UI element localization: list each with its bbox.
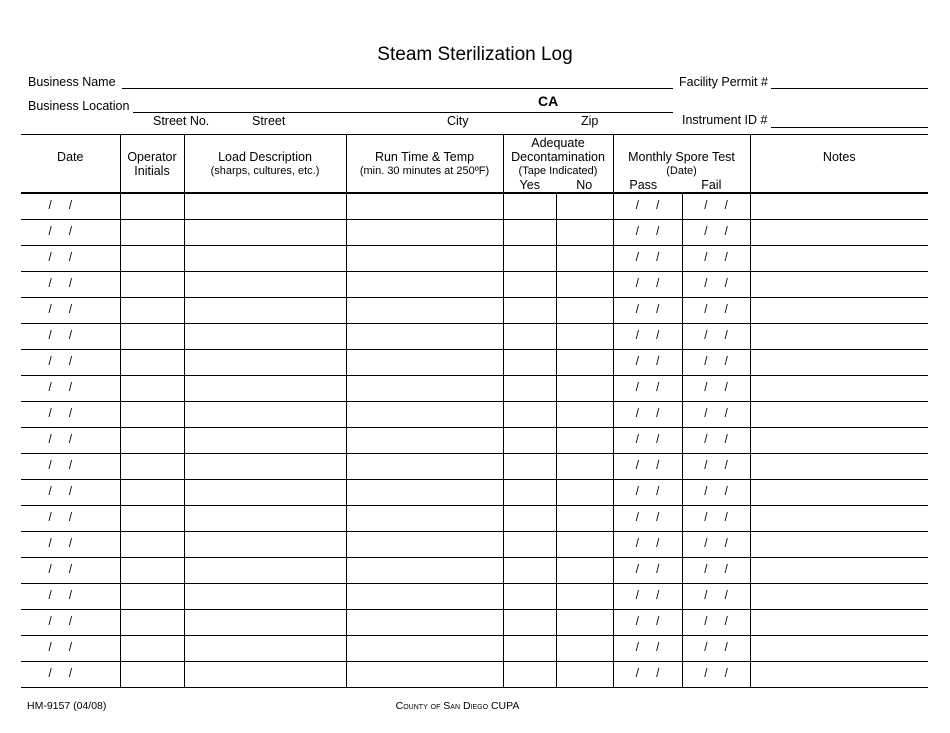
spore-fail-cell[interactable] <box>682 531 750 557</box>
spore-pass-cell[interactable] <box>613 453 682 479</box>
notes-cell[interactable] <box>750 245 928 271</box>
run-time-cell[interactable] <box>346 323 503 349</box>
load-description-cell[interactable] <box>184 271 346 297</box>
date-cell[interactable] <box>21 583 120 609</box>
notes-cell[interactable] <box>750 531 928 557</box>
decon-no-cell[interactable] <box>556 245 613 271</box>
date-placeholder: / / <box>635 564 660 576</box>
load-description-cell[interactable] <box>184 349 346 375</box>
spore-fail-cell[interactable] <box>682 401 750 427</box>
decon-yes-cell[interactable] <box>503 427 556 453</box>
date-placeholder: / / <box>704 616 728 628</box>
decon-no-cell[interactable] <box>556 479 613 505</box>
table-row <box>21 193 928 219</box>
date-placeholder: / / <box>704 330 728 342</box>
operator-cell[interactable] <box>120 193 184 219</box>
run-time-cell[interactable] <box>346 479 503 505</box>
notes-cell[interactable] <box>750 557 928 583</box>
date-placeholder: / / <box>48 616 73 628</box>
run-time-cell[interactable] <box>346 349 503 375</box>
table-row <box>21 427 928 453</box>
spore-fail-cell[interactable] <box>682 297 750 323</box>
decon-yes-cell[interactable] <box>503 193 556 219</box>
operator-cell[interactable] <box>120 349 184 375</box>
spore-pass-cell[interactable] <box>613 349 682 375</box>
decon-yes-cell[interactable] <box>503 661 556 687</box>
spore-test-header: Monthly Spore Test (Date) Pass Fail <box>613 135 750 194</box>
run-time-cell[interactable] <box>346 505 503 531</box>
spore-fail-cell[interactable] <box>682 583 750 609</box>
date-cell[interactable] <box>21 661 120 687</box>
date-placeholder: / / <box>635 304 660 316</box>
load-description-cell[interactable] <box>184 479 346 505</box>
load-description-cell[interactable] <box>184 427 346 453</box>
date-placeholder: / / <box>704 538 728 550</box>
table-row <box>21 635 928 661</box>
spore-pass-cell[interactable] <box>613 219 682 245</box>
decon-yes-cell[interactable] <box>503 401 556 427</box>
decon-yes-cell[interactable] <box>503 557 556 583</box>
run-time-cell[interactable] <box>346 609 503 635</box>
notes-cell[interactable] <box>750 401 928 427</box>
operator-cell[interactable] <box>120 245 184 271</box>
date-placeholder: / / <box>48 486 73 498</box>
date-cell[interactable] <box>21 401 120 427</box>
date-cell[interactable] <box>21 505 120 531</box>
date-placeholder: / / <box>704 642 728 654</box>
operator-cell[interactable] <box>120 401 184 427</box>
spore-pass-cell[interactable] <box>613 401 682 427</box>
load-description-cell[interactable] <box>184 219 346 245</box>
operator-header: Operator Initials <box>120 135 184 194</box>
date-placeholder: / / <box>48 278 73 290</box>
notes-cell[interactable] <box>750 505 928 531</box>
notes-cell[interactable] <box>750 635 928 661</box>
spore-fail-cell[interactable] <box>682 375 750 401</box>
operator-cell[interactable] <box>120 219 184 245</box>
date-cell[interactable] <box>21 609 120 635</box>
date-placeholder: / / <box>704 460 728 472</box>
facility-permit-field[interactable] <box>771 88 928 89</box>
date-placeholder: / / <box>704 434 728 446</box>
notes-cell[interactable] <box>750 453 928 479</box>
decon-no-cell[interactable] <box>556 297 613 323</box>
operator-cell[interactable] <box>120 505 184 531</box>
table-row <box>21 401 928 427</box>
sterilization-log-table <box>21 134 928 688</box>
date-placeholder: / / <box>635 460 660 472</box>
spore-pass-cell[interactable] <box>613 583 682 609</box>
spore-fail-cell[interactable] <box>682 427 750 453</box>
date-placeholder: / / <box>48 642 73 654</box>
date-cell[interactable] <box>21 557 120 583</box>
decon-no-label: No <box>576 178 593 192</box>
operator-cell[interactable] <box>120 635 184 661</box>
notes-cell[interactable] <box>750 323 928 349</box>
notes-cell[interactable] <box>750 661 928 687</box>
run-time-cell[interactable] <box>346 453 503 479</box>
notes-cell[interactable] <box>750 271 928 297</box>
date-placeholder: / / <box>48 668 73 680</box>
table-row <box>21 583 928 609</box>
date-placeholder: / / <box>635 616 660 628</box>
date-placeholder: / / <box>635 226 660 238</box>
business-location-field[interactable] <box>133 112 673 113</box>
operator-cell[interactable] <box>120 297 184 323</box>
date-placeholder: / / <box>704 304 728 316</box>
table-row <box>21 531 928 557</box>
load-description-cell[interactable] <box>184 635 346 661</box>
date-placeholder: / / <box>704 200 728 213</box>
date-placeholder: / / <box>704 226 728 238</box>
decon-no-cell[interactable] <box>556 427 613 453</box>
spore-pass-cell[interactable] <box>613 505 682 531</box>
spore-pass-cell[interactable] <box>613 557 682 583</box>
state-value: CA <box>538 93 559 109</box>
load-description-cell[interactable] <box>184 557 346 583</box>
run-time-cell[interactable] <box>346 219 503 245</box>
date-cell[interactable] <box>21 193 120 219</box>
spore-fail-cell[interactable] <box>682 557 750 583</box>
operator-cell[interactable] <box>120 271 184 297</box>
date-placeholder: / / <box>48 460 73 472</box>
agency-name: County of San Diego CUPA <box>395 700 520 712</box>
table-row <box>21 323 928 349</box>
run-time-cell[interactable] <box>346 193 503 219</box>
date-cell[interactable] <box>21 245 120 271</box>
spore-fail-cell[interactable] <box>682 635 750 661</box>
notes-cell[interactable] <box>750 583 928 609</box>
table-row <box>21 375 928 401</box>
operator-cell[interactable] <box>120 427 184 453</box>
decon-no-cell[interactable] <box>556 349 613 375</box>
decon-no-cell[interactable] <box>556 609 613 635</box>
spore-fail-cell[interactable] <box>682 505 750 531</box>
decon-yes-cell[interactable] <box>503 583 556 609</box>
spore-pass-cell[interactable] <box>613 661 682 687</box>
load-description-cell[interactable] <box>184 245 346 271</box>
run-time-cell[interactable] <box>346 583 503 609</box>
date-placeholder: / / <box>635 486 660 498</box>
decontamination-header: Adequate Decontamination (Tape Indicated) Yes No <box>503 135 613 194</box>
spore-pass-cell[interactable] <box>613 609 682 635</box>
date-placeholder: / / <box>48 434 73 446</box>
decon-no-cell[interactable] <box>556 505 613 531</box>
spore-fail-cell[interactable] <box>682 349 750 375</box>
date-placeholder: / / <box>635 356 660 368</box>
table-row <box>21 297 928 323</box>
date-placeholder: / / <box>48 512 73 524</box>
load-description-cell[interactable] <box>184 505 346 531</box>
date-placeholder: / / <box>635 434 660 446</box>
spore-fail-cell[interactable] <box>682 453 750 479</box>
date-cell[interactable] <box>21 219 120 245</box>
load-description-cell[interactable] <box>184 609 346 635</box>
date-placeholder: / / <box>635 252 660 264</box>
load-description-cell[interactable] <box>184 661 346 687</box>
business-name-field[interactable] <box>122 88 673 89</box>
date-placeholder: / / <box>635 590 660 602</box>
table-row <box>21 557 928 583</box>
date-placeholder: / / <box>704 356 728 368</box>
decon-yes-cell[interactable] <box>503 375 556 401</box>
operator-cell[interactable] <box>120 661 184 687</box>
date-placeholder: / / <box>48 200 73 213</box>
date-placeholder: / / <box>635 408 660 420</box>
notes-cell[interactable] <box>750 297 928 323</box>
date-cell[interactable] <box>21 323 120 349</box>
operator-cell[interactable] <box>120 453 184 479</box>
date-placeholder: / / <box>48 382 73 394</box>
run-time-cell[interactable] <box>346 661 503 687</box>
load-description-cell[interactable] <box>184 193 346 219</box>
date-placeholder: / / <box>704 512 728 524</box>
decon-no-cell[interactable] <box>556 375 613 401</box>
table-row <box>21 245 928 271</box>
decon-yes-cell[interactable] <box>503 505 556 531</box>
decon-no-cell[interactable] <box>556 531 613 557</box>
spore-pass-cell[interactable] <box>613 323 682 349</box>
spore-pass-cell[interactable] <box>613 531 682 557</box>
run-time-cell[interactable] <box>346 375 503 401</box>
street-label: Street <box>252 114 286 128</box>
run-time-cell[interactable] <box>346 271 503 297</box>
table-row <box>21 609 928 635</box>
page-title: Steam Sterilization Log <box>377 44 573 65</box>
run-time-cell[interactable] <box>346 557 503 583</box>
date-placeholder: / / <box>704 252 728 264</box>
notes-header: Notes <box>750 135 928 194</box>
decon-yes-cell[interactable] <box>503 349 556 375</box>
date-header: Date <box>21 135 120 194</box>
date-placeholder: / / <box>635 278 660 290</box>
load-description-cell[interactable] <box>184 583 346 609</box>
city-label: City <box>447 114 469 128</box>
date-placeholder: / / <box>704 382 728 394</box>
spore-fail-cell[interactable] <box>682 245 750 271</box>
date-placeholder: / / <box>48 564 73 576</box>
load-description-cell[interactable] <box>184 323 346 349</box>
operator-cell[interactable] <box>120 609 184 635</box>
notes-cell[interactable] <box>750 609 928 635</box>
run-time-header: Run Time & Temp (min. 30 minutes at 250ºF) <box>346 135 503 194</box>
spore-fail-cell[interactable] <box>682 219 750 245</box>
spore-fail-cell[interactable] <box>682 479 750 505</box>
date-cell[interactable] <box>21 375 120 401</box>
spore-fail-cell[interactable] <box>682 193 750 219</box>
decon-no-cell[interactable] <box>556 193 613 219</box>
date-placeholder: / / <box>635 538 660 550</box>
decon-yes-cell[interactable] <box>503 297 556 323</box>
run-time-cell[interactable] <box>346 297 503 323</box>
notes-cell[interactable] <box>750 193 928 219</box>
date-placeholder: / / <box>704 590 728 602</box>
decon-yes-cell[interactable] <box>503 271 556 297</box>
business-name-label: Business Name <box>28 75 116 89</box>
date-placeholder: / / <box>48 330 73 342</box>
notes-cell[interactable] <box>750 349 928 375</box>
spore-pass-cell[interactable] <box>613 479 682 505</box>
decon-yes-cell[interactable] <box>503 245 556 271</box>
date-placeholder: / / <box>48 252 73 264</box>
date-placeholder: / / <box>48 538 73 550</box>
notes-cell[interactable] <box>750 219 928 245</box>
decon-no-cell[interactable] <box>556 557 613 583</box>
operator-cell[interactable] <box>120 557 184 583</box>
load-description-cell[interactable] <box>184 297 346 323</box>
operator-cell[interactable] <box>120 583 184 609</box>
date-placeholder: / / <box>635 382 660 394</box>
operator-cell[interactable] <box>120 531 184 557</box>
spore-fail-cell[interactable] <box>682 323 750 349</box>
date-cell[interactable] <box>21 427 120 453</box>
date-cell[interactable] <box>21 635 120 661</box>
date-placeholder: / / <box>704 408 728 420</box>
spore-fail-cell[interactable] <box>682 271 750 297</box>
decon-yes-cell[interactable] <box>503 453 556 479</box>
table-row <box>21 505 928 531</box>
spore-pass-cell[interactable] <box>613 635 682 661</box>
table-row <box>21 479 928 505</box>
decon-yes-cell[interactable] <box>503 219 556 245</box>
decon-no-cell[interactable] <box>556 219 613 245</box>
run-time-cell[interactable] <box>346 635 503 661</box>
spore-pass-cell[interactable] <box>613 375 682 401</box>
date-cell[interactable] <box>21 531 120 557</box>
decon-yes-cell[interactable] <box>503 609 556 635</box>
load-description-cell[interactable] <box>184 531 346 557</box>
instrument-id-label: Instrument ID # <box>682 113 768 127</box>
decon-no-cell[interactable] <box>556 635 613 661</box>
decon-yes-cell[interactable] <box>503 323 556 349</box>
run-time-cell[interactable] <box>346 531 503 557</box>
zip-label: Zip <box>581 114 599 128</box>
decon-no-cell[interactable] <box>556 453 613 479</box>
decon-yes-cell[interactable] <box>503 479 556 505</box>
spore-pass-cell[interactable] <box>613 193 682 219</box>
date-placeholder: / / <box>48 226 73 238</box>
load-description-header: Load Description (sharps, cultures, etc.) <box>184 135 346 194</box>
date-placeholder: / / <box>704 486 728 498</box>
operator-cell[interactable] <box>120 323 184 349</box>
load-description-cell[interactable] <box>184 375 346 401</box>
instrument-id-field[interactable] <box>771 127 928 128</box>
date-placeholder: / / <box>704 668 728 680</box>
date-placeholder: / / <box>635 200 660 213</box>
date-cell[interactable] <box>21 479 120 505</box>
facility-permit-label: Facility Permit # <box>679 75 768 89</box>
table-row <box>21 661 928 687</box>
operator-cell[interactable] <box>120 375 184 401</box>
table-row <box>21 271 928 297</box>
run-time-cell[interactable] <box>346 401 503 427</box>
date-placeholder: / / <box>704 564 728 576</box>
spore-pass-cell[interactable] <box>613 427 682 453</box>
date-placeholder: / / <box>635 668 660 680</box>
decon-no-cell[interactable] <box>556 661 613 687</box>
spore-pass-cell[interactable] <box>613 271 682 297</box>
spore-fail-cell[interactable] <box>682 661 750 687</box>
table-row <box>21 453 928 479</box>
notes-cell[interactable] <box>750 427 928 453</box>
decon-yes-cell[interactable] <box>503 635 556 661</box>
operator-cell[interactable] <box>120 479 184 505</box>
date-cell[interactable] <box>21 453 120 479</box>
table-row <box>21 349 928 375</box>
date-placeholder: / / <box>48 356 73 368</box>
notes-cell[interactable] <box>750 375 928 401</box>
spore-pass-cell[interactable] <box>613 245 682 271</box>
date-placeholder: / / <box>635 330 660 342</box>
spore-fail-label: Fail <box>701 178 722 192</box>
date-placeholder: / / <box>635 512 660 524</box>
date-cell[interactable] <box>21 297 120 323</box>
load-description-cell[interactable] <box>184 401 346 427</box>
date-cell[interactable] <box>21 349 120 375</box>
load-description-cell[interactable] <box>184 453 346 479</box>
spore-pass-label: Pass <box>629 178 658 192</box>
date-cell[interactable] <box>21 271 120 297</box>
decon-yes-cell[interactable] <box>503 531 556 557</box>
run-time-cell[interactable] <box>346 427 503 453</box>
street-no-label: Street No. <box>153 114 210 128</box>
decon-no-cell[interactable] <box>556 583 613 609</box>
run-time-cell[interactable] <box>346 245 503 271</box>
business-location-label: Business Location <box>28 99 130 113</box>
decon-no-cell[interactable] <box>556 401 613 427</box>
table-row <box>21 219 928 245</box>
decon-no-cell[interactable] <box>556 271 613 297</box>
date-placeholder: / / <box>635 642 660 654</box>
date-placeholder: / / <box>48 408 73 420</box>
notes-cell[interactable] <box>750 479 928 505</box>
date-placeholder: / / <box>48 590 73 602</box>
form-number: HM-9157 (04/08) <box>27 700 107 712</box>
date-placeholder: / / <box>48 304 73 316</box>
decon-yes-label: Yes <box>519 178 540 192</box>
decon-no-cell[interactable] <box>556 323 613 349</box>
spore-pass-cell[interactable] <box>613 297 682 323</box>
spore-fail-cell[interactable] <box>682 609 750 635</box>
date-placeholder: / / <box>704 278 728 290</box>
